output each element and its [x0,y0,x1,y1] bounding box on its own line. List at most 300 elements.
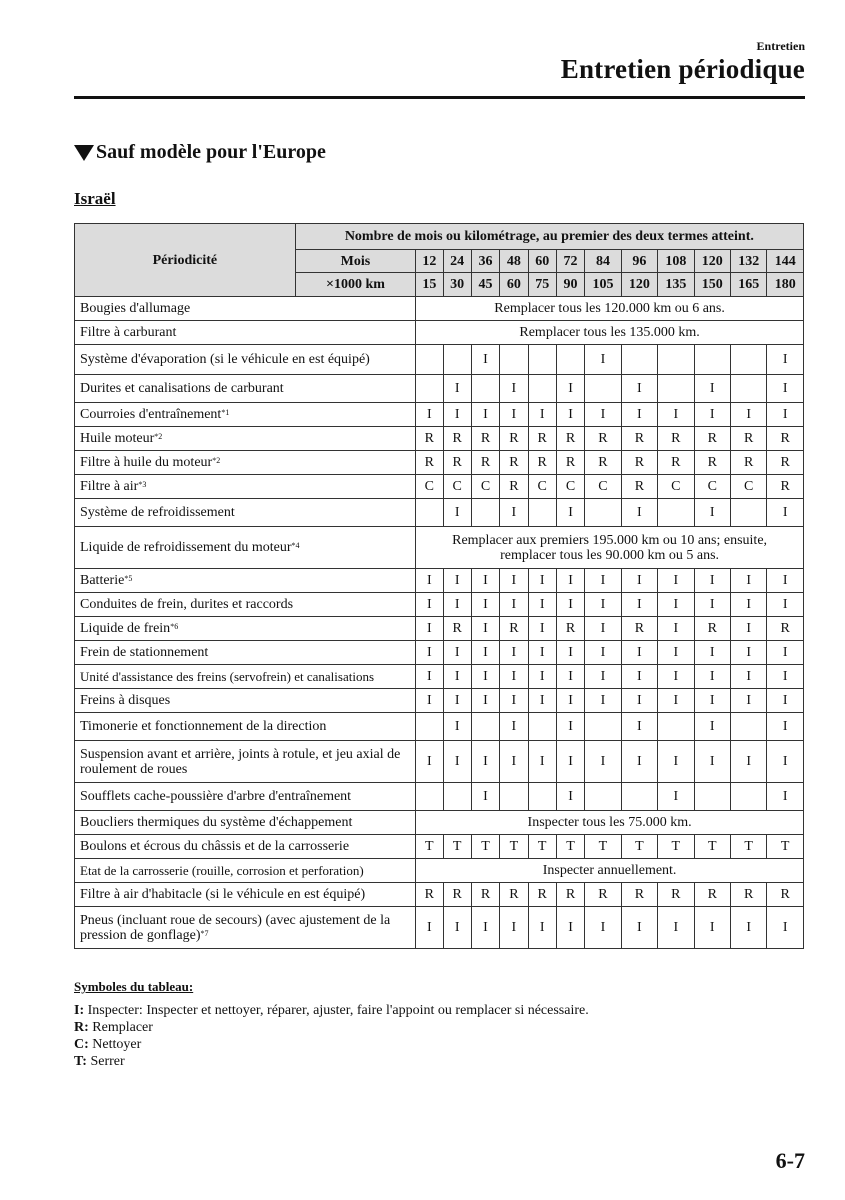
schedule-cell: R [500,883,528,907]
table-row [75,883,804,907]
schedule-cell: T [528,835,556,859]
schedule-cell: I [621,741,657,783]
km-header: 150 [694,273,730,297]
schedule-cell: I [528,907,556,949]
km-header: 105 [585,273,621,297]
legend-item [74,1002,589,1019]
table-row [75,475,804,499]
schedule-cell: R [621,617,657,641]
schedule-cell: I [730,665,766,689]
schedule-cell: I [585,641,621,665]
schedule-cell: I [585,593,621,617]
schedule-cell: I [694,741,730,783]
schedule-cell: I [443,741,471,783]
footnote-marker: *4 [291,541,300,550]
schedule-cell: I [621,907,657,949]
maintenance-item [75,665,416,689]
maintenance-item-label: Système de refroidissement [80,505,235,520]
maintenance-item-label: Timonerie et fonctionnement de la direction [80,719,327,734]
schedule-cell: I [500,375,528,403]
schedule-cell: I [556,641,584,665]
schedule-cell: R [767,883,804,907]
legend-key: C: [74,1037,89,1052]
legend-text: Nettoyer [88,1037,142,1052]
table-row [75,345,804,375]
maintenance-item [75,569,416,593]
schedule-cell [416,783,443,811]
table-row [75,427,804,451]
schedule-cell: I [416,403,443,427]
schedule-cell [528,499,556,527]
schedule-cell: I [585,569,621,593]
schedule-cell: R [443,883,471,907]
schedule-cell [556,345,584,375]
interval-note: Remplacer tous les 135.000 km. [416,321,804,345]
schedule-cell [416,499,443,527]
schedule-cell [730,783,766,811]
schedule-cell: I [500,713,528,741]
schedule-cell: I [658,741,694,783]
schedule-cell: I [471,593,499,617]
schedule-cell: R [500,617,528,641]
header-divider [74,96,805,99]
schedule-cell: I [694,569,730,593]
legend-item [74,1053,589,1070]
km-header: 75 [528,273,556,297]
maintenance-item-label: Unité d'assistance des freins (servofrein) et canalisations [80,669,375,684]
table-row [75,617,804,641]
schedule-cell: I [416,665,443,689]
schedule-cell: R [471,427,499,451]
schedule-cell: C [556,475,584,499]
schedule-cell: I [621,403,657,427]
schedule-cell: R [730,427,766,451]
month-header: 36 [471,250,499,273]
schedule-cell: I [471,907,499,949]
legend-key: R: [74,1020,89,1035]
region-subheading: Israël [74,189,116,208]
schedule-cell [471,375,499,403]
schedule-cell: I [471,345,499,375]
maintenance-item [75,321,416,345]
section-heading [74,141,326,164]
schedule-cell: R [471,451,499,475]
maintenance-item [75,835,416,859]
schedule-cell: I [528,665,556,689]
table-row [75,593,804,617]
schedule-cell: I [556,665,584,689]
km-label: ×1000 km [295,273,415,297]
maintenance-item-label: Huile moteur [80,431,155,446]
schedule-cell: T [416,835,443,859]
schedule-cell: I [767,499,804,527]
schedule-cell [658,713,694,741]
schedule-cell: I [694,665,730,689]
schedule-cell: R [694,427,730,451]
schedule-cell: I [556,783,584,811]
schedule-cell: I [443,593,471,617]
schedule-cell: R [556,427,584,451]
schedule-cell: I [443,375,471,403]
table-row [75,835,804,859]
maintenance-item [75,403,416,427]
schedule-cell: I [556,713,584,741]
legend-key: I: [74,1003,85,1018]
schedule-cell: I [621,641,657,665]
schedule-cell [416,375,443,403]
schedule-cell: I [500,403,528,427]
schedule-cell [443,783,471,811]
legend-text: Inspecter: Inspecter et nettoyer, réparer, ajuster, faire l'appoint ou remplacer si nécessaire. [84,1003,589,1018]
table-row [75,375,804,403]
schedule-cell: I [416,907,443,949]
schedule-cell [585,783,621,811]
schedule-cell: I [500,665,528,689]
schedule-cell: I [528,617,556,641]
schedule-cell: I [471,403,499,427]
schedule-cell: I [767,689,804,713]
schedule-cell: R [528,883,556,907]
schedule-cell: I [694,907,730,949]
schedule-cell [585,499,621,527]
schedule-cell: I [658,907,694,949]
schedule-cell: C [658,475,694,499]
footnote-marker: *7 [200,928,209,938]
schedule-cell: I [471,569,499,593]
schedule-cell: R [767,475,804,499]
maintenance-item [75,783,416,811]
maintenance-item-label: Filtre à carburant [80,325,177,340]
month-header: 144 [767,250,804,273]
schedule-cell: I [621,569,657,593]
legend-key: T: [74,1054,87,1069]
maintenance-item-label: Boulons et écrous du châssis et de la carrosserie [80,839,350,854]
schedule-cell: R [730,451,766,475]
maintenance-item-label: Courroies d'entraînement [80,407,222,422]
schedule-cell: I [585,345,621,375]
km-header: 180 [767,273,804,297]
schedule-cell: I [416,689,443,713]
maintenance-item [75,641,416,665]
schedule-cell: I [730,403,766,427]
schedule-cell: I [658,569,694,593]
schedule-cell: I [416,641,443,665]
schedule-cell: I [528,641,556,665]
maintenance-item-label: Liquide de refroidissement du moteur [80,540,292,555]
maintenance-item [75,741,416,783]
table-row [75,665,804,689]
schedule-cell: R [500,427,528,451]
schedule-cell [730,375,766,403]
schedule-cell: I [621,665,657,689]
schedule-cell [585,375,621,403]
schedule-cell: I [500,741,528,783]
schedule-cell: I [730,569,766,593]
chapter-label: Entretien [756,39,805,53]
month-header: 96 [621,250,657,273]
schedule-cell: R [416,451,443,475]
schedule-cell: I [730,641,766,665]
schedule-cell: R [658,883,694,907]
month-header: 60 [528,250,556,273]
maintenance-item [75,527,416,569]
schedule-cell: I [500,907,528,949]
table-row [75,403,804,427]
schedule-cell: I [585,617,621,641]
schedule-cell: R [621,427,657,451]
km-header: 165 [730,273,766,297]
table-row [75,783,804,811]
schedule-cell: T [556,835,584,859]
schedule-cell [528,375,556,403]
schedule-cell: I [694,499,730,527]
schedule-cell: I [443,665,471,689]
schedule-cell [585,713,621,741]
schedule-cell: I [730,907,766,949]
maintenance-item-label: Freins à disques [80,693,171,708]
maintenance-item-label: Filtre à huile du moteur [80,455,213,470]
maintenance-item [75,499,416,527]
schedule-cell: I [416,569,443,593]
schedule-cell: I [556,403,584,427]
schedule-cell: I [500,569,528,593]
footnote-marker: *6 [170,622,179,631]
km-header: 120 [621,273,657,297]
schedule-cell: I [767,665,804,689]
schedule-cell: I [767,907,804,949]
schedule-cell: I [556,593,584,617]
legend-title: Symboles du tableau: [74,979,194,994]
schedule-cell: R [528,451,556,475]
schedule-cell: I [621,375,657,403]
schedule-cell: C [443,475,471,499]
schedule-cell: R [471,883,499,907]
schedule-cell: T [471,835,499,859]
schedule-cell: I [443,713,471,741]
maintenance-item [75,713,416,741]
months-label: Mois [295,250,415,273]
schedule-cell: I [767,375,804,403]
schedule-cell [658,499,694,527]
schedule-cell: I [585,403,621,427]
schedule-cell [416,345,443,375]
table-row [75,297,804,321]
maintenance-item-label: Conduites de frein, durites et raccords [80,597,294,612]
legend-text: Remplacer [88,1020,153,1035]
schedule-cell: T [621,835,657,859]
schedule-cell [471,499,499,527]
schedule-cell: I [443,569,471,593]
schedule-cell: I [556,907,584,949]
schedule-cell: I [694,713,730,741]
schedule-cell: I [471,617,499,641]
schedule-cell: I [730,617,766,641]
schedule-cell: I [528,569,556,593]
month-header: 84 [585,250,621,273]
maintenance-item-label: Système d'évaporation (si le véhicule en est équipé) [80,352,370,367]
schedule-cell: C [416,475,443,499]
schedule-cell: I [658,783,694,811]
maintenance-item-label: Batterie [80,573,125,588]
interval-note: Inspecter tous les 75.000 km. [416,811,804,835]
table-row [75,569,804,593]
schedule-cell: I [730,741,766,783]
schedule-cell [471,713,499,741]
schedule-cell: C [730,475,766,499]
schedule-cell: I [556,569,584,593]
footnote-marker: *1 [221,408,230,417]
schedule-cell: T [767,835,804,859]
schedule-cell: I [767,345,804,375]
schedule-cell: I [694,593,730,617]
triangle-down-icon [74,145,94,161]
month-header: 132 [730,250,766,273]
schedule-cell: R [443,451,471,475]
maintenance-item [75,345,416,375]
legend-item [74,1036,589,1053]
section-heading-text: Sauf modèle pour l'Europe [96,141,326,163]
schedule-cell [694,345,730,375]
maintenance-item [75,689,416,713]
schedule-cell: R [443,617,471,641]
schedule-cell: I [730,593,766,617]
schedule-cell: I [585,907,621,949]
schedule-cell: I [416,741,443,783]
schedule-cell: I [556,689,584,713]
schedule-cell [658,345,694,375]
table-row [75,811,804,835]
schedule-cell: I [621,689,657,713]
legend-text: Serrer [86,1054,125,1069]
maintenance-item-label: Bougies d'allumage [80,301,191,316]
km-header: 60 [500,273,528,297]
schedule-cell [730,499,766,527]
schedule-cell: I [443,499,471,527]
maintenance-schedule-table [74,223,804,949]
table-row [75,527,804,569]
schedule-cell: I [443,689,471,713]
table-row [75,641,804,665]
schedule-cell [416,713,443,741]
schedule-cell: I [471,783,499,811]
schedule-cell [528,713,556,741]
schedule-cell: I [416,593,443,617]
schedule-cell: I [694,403,730,427]
km-header: 15 [416,273,443,297]
schedule-cell: I [500,641,528,665]
footnote-marker: *5 [124,574,133,583]
schedule-cell: I [528,689,556,713]
km-header: 30 [443,273,471,297]
schedule-cell: R [767,427,804,451]
schedule-cell: I [658,641,694,665]
table-row [75,451,804,475]
maintenance-item-label: Filtre à air d'habitacle (si le véhicule en est équipé) [80,887,366,902]
schedule-cell: R [416,883,443,907]
footnote-marker: *2 [154,432,163,441]
interval-note: Remplacer aux premiers 195.000 km ou 10 ans; ensuite, remplacer tous les 90.000 km ou 5 ans. [416,527,804,569]
schedule-cell: I [585,741,621,783]
schedule-cell: R [658,427,694,451]
km-header: 45 [471,273,499,297]
schedule-cell: T [694,835,730,859]
schedule-cell: I [585,665,621,689]
month-header: 72 [556,250,584,273]
schedule-cell: I [585,689,621,713]
schedule-cell: I [621,499,657,527]
schedule-cell [730,345,766,375]
schedule-cell: C [585,475,621,499]
schedule-cell: I [658,689,694,713]
schedule-cell: I [500,499,528,527]
schedule-cell: I [528,593,556,617]
maintenance-item [75,907,416,949]
maintenance-item-label: Soufflets cache-poussière d'arbre d'entraînement [80,789,352,804]
schedule-cell: T [443,835,471,859]
schedule-cell: I [528,403,556,427]
schedule-cell: R [621,451,657,475]
maintenance-item-label: Liquide de frein [80,621,171,636]
schedule-cell: I [694,641,730,665]
schedule-cell: I [694,375,730,403]
schedule-cell: T [658,835,694,859]
legend-item [74,1019,589,1036]
schedule-cell: I [471,665,499,689]
schedule-cell: R [621,883,657,907]
schedule-cell: R [694,883,730,907]
table-legend [74,978,589,1070]
maintenance-item [75,427,416,451]
schedule-cell: I [730,689,766,713]
month-header: 12 [416,250,443,273]
table-row [75,859,804,883]
maintenance-item-label: Durites et canalisations de carburant [80,381,284,396]
schedule-cell [621,345,657,375]
schedule-cell [500,345,528,375]
schedule-cell: T [730,835,766,859]
month-header: 24 [443,250,471,273]
schedule-cell: I [556,375,584,403]
schedule-cell: C [694,475,730,499]
maintenance-item [75,593,416,617]
table-row [75,741,804,783]
schedule-cell [694,783,730,811]
schedule-cell [528,345,556,375]
footnote-marker: *3 [138,480,147,489]
schedule-cell: I [658,403,694,427]
schedule-cell [658,375,694,403]
maintenance-item [75,883,416,907]
schedule-cell: I [471,641,499,665]
schedule-cell: R [556,451,584,475]
schedule-cell: C [471,475,499,499]
maintenance-item [75,617,416,641]
maintenance-item-label: Etat de la carrosserie (rouille, corrosion et perforation) [80,863,364,878]
schedule-cell: R [585,451,621,475]
schedule-cell: I [556,499,584,527]
schedule-cell: I [443,907,471,949]
table-row [75,689,804,713]
page-title: Entretien périodique [560,54,805,84]
schedule-cell: I [658,617,694,641]
maintenance-item-label: Frein de stationnement [80,645,209,660]
schedule-cell: C [528,475,556,499]
schedule-cell: I [658,593,694,617]
schedule-cell: I [500,689,528,713]
maintenance-item-label: Filtre à air [80,479,139,494]
schedule-cell: I [556,741,584,783]
km-header: 90 [556,273,584,297]
